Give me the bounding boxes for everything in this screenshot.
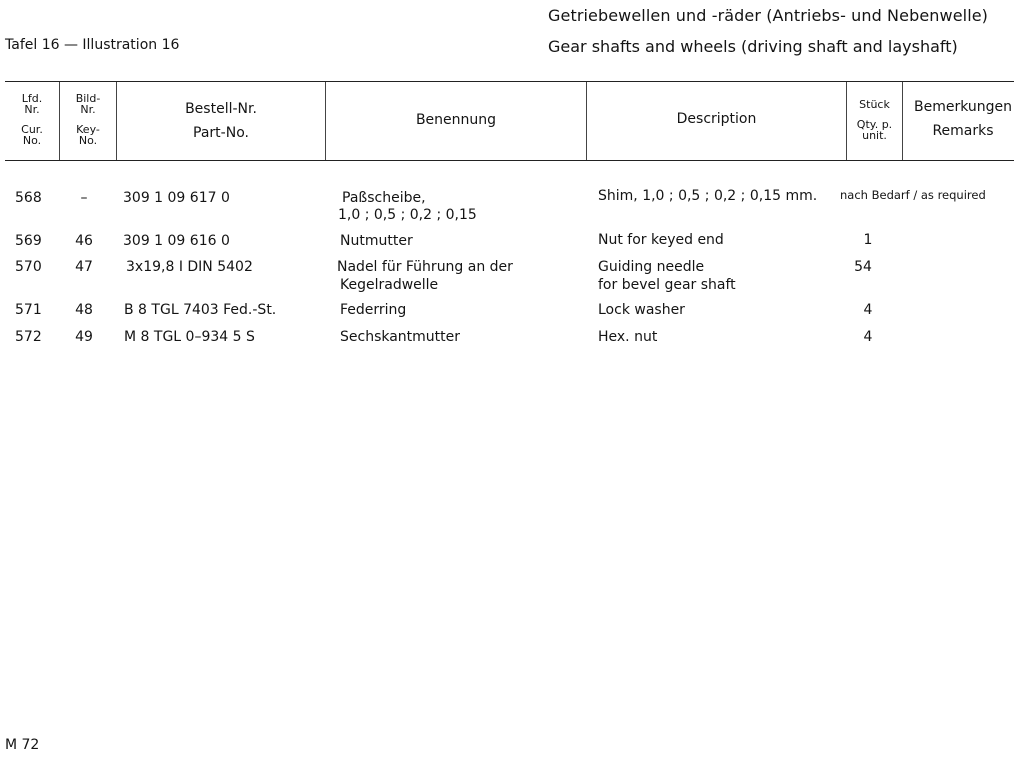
page-title-german: Getriebewellen und -räder (Antriebs- und Nebenwelle) <box>548 6 989 25</box>
header-key-label: Key- <box>76 123 100 136</box>
row-key-no: 48 <box>75 302 93 318</box>
row-benennung: Federring <box>340 302 407 318</box>
row-description: Guiding needle <box>598 259 705 275</box>
header-remarks-label: Remarks <box>932 123 994 139</box>
header-unit-label: unit. <box>862 129 887 142</box>
header-key-no <box>64 93 112 146</box>
row-description-line2: for bevel gear shaft <box>598 277 736 293</box>
row-part-no: B 8 TGL 7403 Fed.-St. <box>124 302 277 318</box>
row-cur-no: 572 <box>15 329 42 345</box>
header-key-no-label: No. <box>78 134 98 147</box>
header-cur-label: Cur. <box>21 123 43 136</box>
row-cur-no: 568 <box>15 190 42 206</box>
row-cur-no: 571 <box>15 302 42 318</box>
page-title-english: Gear shafts and wheels (driving shaft and layshaft) <box>548 37 958 56</box>
row-part-no: M 8 TGL 0–934 5 S <box>124 329 255 345</box>
row-benennung-line2: Kegelradwelle <box>340 277 439 293</box>
row-remarks: nach Bedarf / as required <box>840 188 986 202</box>
row-cur-no: 569 <box>15 233 42 249</box>
row-key-no: 49 <box>75 329 93 345</box>
header-benennung: Benennung <box>415 112 497 128</box>
header-quantity <box>847 99 902 141</box>
header-lfd-label: Lfd. <box>21 92 43 105</box>
row-part-no: 309 1 09 617 0 <box>123 190 230 206</box>
table-header-bottom-rule <box>5 160 1014 161</box>
row-cur-no: 570 <box>15 259 42 275</box>
header-bild-nr-label: Nr. <box>80 103 96 116</box>
row-quantity: 4 <box>863 302 873 318</box>
row-quantity: 1 <box>863 232 873 248</box>
header-remarks <box>903 95 1023 143</box>
row-benennung: Sechskantmutter <box>340 329 461 345</box>
plate-reference: Tafel 16 — Illustration 16 <box>5 37 180 53</box>
row-part-no: 3x19,8 I DIN 5402 <box>126 259 253 275</box>
row-description: Lock washer <box>598 302 685 318</box>
header-stueck-label: Stück <box>859 98 890 111</box>
header-bild-label: Bild- <box>75 92 101 105</box>
row-description: Hex. nut <box>598 329 658 345</box>
header-lfd-nr-label: Nr. <box>24 103 40 116</box>
row-key-no: – <box>80 190 88 206</box>
row-quantity: 4 <box>863 329 873 345</box>
header-part-label: Part-No. <box>193 125 249 141</box>
header-cur-no <box>10 93 54 146</box>
row-quantity: 54 <box>854 259 872 275</box>
row-part-no: 309 1 09 616 0 <box>123 233 230 249</box>
row-benennung: Paßscheibe, <box>342 190 426 206</box>
header-cur-no-label: No. <box>22 134 42 147</box>
header-qty-label: Qty. p. <box>856 118 893 131</box>
row-key-no: 47 <box>75 259 93 275</box>
row-key-no: 46 <box>75 233 93 249</box>
row-description: Shim, 1,0 ; 0,5 ; 0,2 ; 0,15 mm. <box>598 188 818 204</box>
column-divider <box>59 82 60 160</box>
row-description: Nut for keyed end <box>598 232 724 248</box>
header-part-no <box>117 97 325 145</box>
row-benennung: Nadel für Führung an der <box>337 259 513 275</box>
row-benennung-line2: 1,0 ; 0,5 ; 0,2 ; 0,15 <box>338 207 477 223</box>
header-bemerkungen-label: Bemerkungen <box>913 99 1013 115</box>
page-number: M 72 <box>5 737 40 753</box>
header-bestell-label: Bestell-Nr. <box>185 101 257 117</box>
row-benennung: Nutmutter <box>340 233 413 249</box>
table-top-rule <box>5 81 1014 82</box>
header-description: Description <box>676 111 757 127</box>
